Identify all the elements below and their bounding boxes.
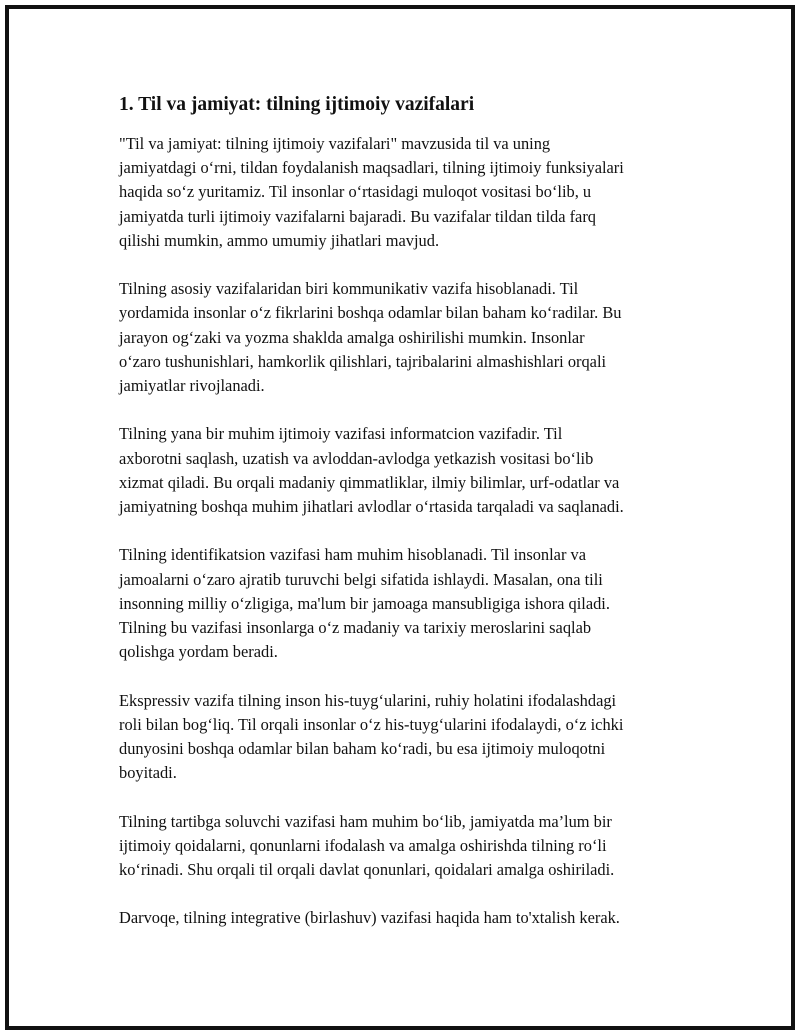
paragraph-line: Tilning yana bir muhim ijtimoiy vazifasi informatcion vazifadir. Til <box>119 424 563 444</box>
paragraph-line: insonning milliy o‘zligiga, ma'lum bir jamoaga mansubligiga ishora qiladi. <box>119 593 610 613</box>
paragraph-line: xizmat qiladi. Bu orqali madaniy qimmatliklar, ilmiy bilimlar, urf-odatlar va <box>119 472 620 492</box>
paragraph-line: ijtimoiy qoidalarni, qonunlarni ifodalash va amalga oshirishda tilning ro‘li <box>119 835 607 855</box>
paragraph-line: jamiyatlar rivojlanadi. <box>119 376 265 396</box>
paragraph-line: jamiyatning boshqa muhim jihatlari avlodlar o‘rtasida tarqaladi va saqlanadi. <box>119 497 624 517</box>
paragraph-line: Ekspressiv vazifa tilning inson his-tuyg‘ularini, ruhiy holatini ifodalashdagi <box>119 690 617 710</box>
paragraph-line: jamiyatda turli ijtimoiy vazifalarni bajaradi. Bu vazifalar tildan tilda farq <box>119 206 596 226</box>
paragraph <box>119 689 689 786</box>
paragraph-line: roli bilan bog‘liq. Til orqali insonlar o‘z his-tuyg‘ularini ifodalaydi, o‘z ichki <box>119 714 624 734</box>
paragraph-line: haqida so‘z yuritamiz. Til insonlar o‘rtasidagi muloqot vositasi bo‘lib, u <box>119 182 592 202</box>
paragraph-line: jamoalarni o‘zaro ajratib turuvchi belgi sifatida ishlaydi. Masalan, ona tili <box>119 569 603 589</box>
paragraph <box>119 422 689 519</box>
paragraph <box>119 277 689 398</box>
paragraph <box>119 543 689 664</box>
paragraph-line: yordamida insonlar o‘z fikrlarini boshqa odamlar bilan baham ko‘radilar. Bu <box>119 303 622 323</box>
paragraph-line: jarayon og‘zaki va yozma shaklda amalga oshirilishi mumkin. Insonlar <box>119 327 585 347</box>
paragraph-line: o‘zaro tushunishlari, hamkorlik qilishlari, tajribalarini almashishlari orqali <box>119 351 607 371</box>
paragraph-line: ko‘rinadi. Shu orqali til orqali davlat qonunlari, qoidalari amalga oshiriladi. <box>119 860 615 880</box>
document-body <box>119 92 689 955</box>
section-heading: 1. Til va jamiyat: tilning ijtimoiy vazifalari <box>119 94 475 115</box>
paragraph-line: boyitadi. <box>119 763 177 783</box>
paragraph-line: qilishi mumkin, ammo umumiy jihatlari mavjud. <box>119 230 440 250</box>
paragraph <box>119 810 689 883</box>
paragraph-line: Tilning tartibga soluvchi vazifasi ham muhim bo‘lib, jamiyatda ma’lum bir <box>119 811 612 831</box>
paragraph-line: Tilning asosiy vazifalaridan biri kommunikativ vazifa hisoblanadi. Til <box>119 279 579 299</box>
paragraph-line: axborotni saqlash, uzatish va avloddan-avlodga yetkazish vositasi bo‘lib <box>119 448 594 468</box>
paragraph-line: jamiyatdagi o‘rni, tildan foydalanish maqsadlari, tilning ijtimoiy funksiyalari <box>119 158 624 178</box>
paragraph-line: Tilning identifikatsion vazifasi ham muhim hisoblanadi. Til insonlar va <box>119 545 586 565</box>
paragraph-line: "Til va jamiyat: tilning ijtimoiy vazifalari" mavzusida til va uning <box>119 134 551 153</box>
paragraph <box>119 132 689 253</box>
paragraph-line: dunyosini boshqa odamlar bilan baham ko‘radi, bu esa ijtimoiy muloqotni <box>119 739 606 759</box>
paragraph <box>119 906 689 930</box>
paragraph-list <box>119 132 689 931</box>
paragraph-line: Tilning bu vazifasi insonlarga o‘z madaniy va tarixiy meroslarini saqlab <box>119 618 592 638</box>
paragraph-line: qolishga yordam beradi. <box>119 642 278 662</box>
paragraph-line: Darvoqe, tilning integrative (birlashuv) vazifasi haqida ham to'xtalish kerak. <box>119 908 620 928</box>
